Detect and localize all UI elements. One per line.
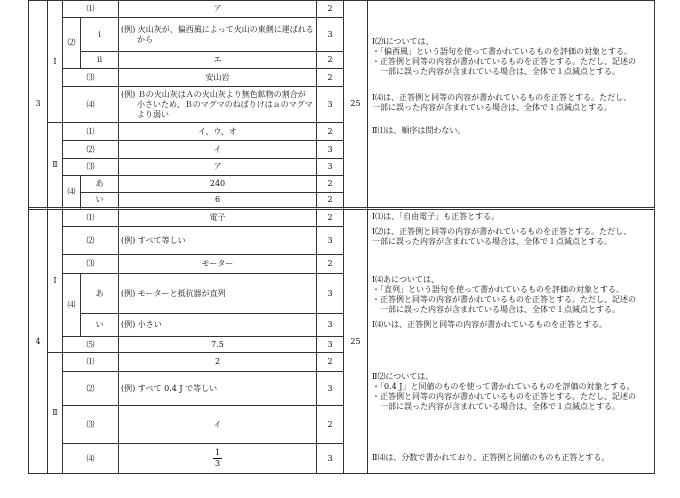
note-line: 一部に誤った内容が含まれている場合は、全体で１点減点とする。 bbox=[380, 67, 620, 76]
points-cell: 2 bbox=[317, 255, 344, 274]
note-block bbox=[372, 126, 465, 136]
answer-cell: ア bbox=[119, 159, 317, 176]
part-label: Ⅰ bbox=[48, 1, 63, 123]
answer-cell: モーター bbox=[119, 255, 317, 274]
item-label: ⑷ bbox=[63, 87, 119, 123]
points-cell: 3 bbox=[317, 159, 344, 176]
answer-cell: 240 bbox=[119, 176, 317, 193]
sub-question-label: ⑵ bbox=[63, 18, 81, 69]
item-label: い bbox=[81, 314, 119, 337]
note-line: ・「偏西風」という語句を使って書かれているものを評価の対象とする。 bbox=[372, 47, 632, 56]
note-block bbox=[372, 212, 499, 222]
note-block bbox=[372, 227, 631, 247]
item-label: ⑶ bbox=[63, 159, 119, 176]
answer-cell: 6 bbox=[119, 193, 317, 210]
answer-cell bbox=[119, 444, 317, 474]
points-cell: 3 bbox=[317, 141, 344, 159]
note-block bbox=[372, 320, 607, 330]
item-label: あ bbox=[81, 176, 119, 193]
answer-cell: イ bbox=[119, 141, 317, 159]
note-line: Ⅰ⑵は、正答例と同等の内容が書かれているものを正答とする。ただし、 bbox=[372, 227, 632, 236]
note-line: Ⅰ⑷は、正答例と同等の内容が書かれているものを正答とする。ただし、 bbox=[372, 93, 632, 102]
answer-cell: ア bbox=[119, 1, 317, 18]
item-label: ⑶ bbox=[63, 406, 119, 444]
points-cell: 3 bbox=[317, 337, 344, 353]
answer-line: (例) すべて等しい bbox=[121, 235, 186, 245]
points-cell: 3 bbox=[317, 314, 344, 337]
note-line: ・「0.4 J」と同値のものを使って書かれているものを評価の対象とする。 bbox=[372, 382, 635, 391]
item-label: ⑴ bbox=[63, 1, 119, 18]
question-number: 4 bbox=[29, 210, 48, 474]
answer-cell bbox=[119, 372, 317, 406]
points-cell: 3 bbox=[317, 227, 344, 255]
note-block bbox=[372, 453, 609, 463]
item-label: い bbox=[81, 193, 119, 210]
note-line: Ⅰ⑵ⅰについては、 bbox=[372, 37, 434, 46]
item-label: ⑴ bbox=[63, 210, 119, 227]
total-points: 25 bbox=[344, 210, 368, 474]
answer-line: 小さいため、Ｂのマグマのねばりけはａのマグマ bbox=[137, 99, 313, 109]
note-line: 一部に誤った内容が含まれている場合は、全体で１点減点とする。 bbox=[380, 402, 620, 411]
item-label: ⑴ bbox=[63, 353, 119, 372]
answer-line: (例) 小さい bbox=[121, 320, 162, 329]
note-line: ・正答例と同等の内容が書かれているものを正答とする。ただし、記述の bbox=[372, 392, 636, 401]
answer-line: (例) 火山灰が、偏西風によって火山の東側に運ばれる bbox=[121, 24, 314, 34]
fraction-numerator: 1 bbox=[214, 448, 221, 457]
answer-line: より弱い bbox=[137, 109, 169, 119]
item-label: ⑵ bbox=[63, 141, 119, 159]
points-cell: 3 bbox=[317, 87, 344, 123]
answer-cell: 2 bbox=[119, 353, 317, 372]
item-label: ⑷ bbox=[63, 444, 119, 474]
answer-line: (例) モーターと抵抗器が直列 bbox=[121, 288, 226, 298]
item-label: ⅰ bbox=[81, 18, 119, 52]
scoring-table bbox=[28, 0, 655, 474]
answer-cell bbox=[119, 227, 317, 255]
notes-cell bbox=[368, 1, 655, 210]
answer-cell bbox=[119, 18, 317, 52]
note-line: 一部に誤った内容が含まれている場合は、全体で１点減点とする。 bbox=[380, 305, 620, 314]
note-line: Ⅱ⑴は、順序は問わない。 bbox=[372, 126, 466, 135]
part-label: Ⅰ bbox=[48, 210, 63, 353]
part-label: Ⅱ bbox=[48, 123, 63, 210]
points-cell: 2 bbox=[317, 210, 344, 227]
question-number: 3 bbox=[29, 1, 48, 210]
item-label: ⑵ bbox=[63, 227, 119, 255]
points-cell: 2 bbox=[317, 123, 344, 141]
item-label: ⑸ bbox=[63, 337, 119, 353]
answer-line: (例) すべて 0.4 J で等しい bbox=[121, 383, 218, 393]
points-cell: 2 bbox=[317, 406, 344, 444]
item-label: ⑴ bbox=[63, 123, 119, 141]
answer-line: から bbox=[137, 34, 153, 44]
note-line: Ⅰ⑷あについては、 bbox=[372, 275, 439, 284]
fraction bbox=[213, 448, 222, 469]
answer-cell: イ bbox=[119, 406, 317, 444]
points-cell: 2 bbox=[317, 353, 344, 372]
points-cell: 2 bbox=[317, 52, 344, 69]
answer-cell: イ、ウ、オ bbox=[119, 123, 317, 141]
note-line: Ⅰ⑷いは、正答例と同等の内容が書かれているものを正答とする。 bbox=[372, 320, 608, 329]
note-block bbox=[372, 93, 631, 113]
answer-cell bbox=[119, 87, 317, 123]
item-label: あ bbox=[81, 274, 119, 314]
answer-cell: エ bbox=[119, 52, 317, 69]
note-line: 一部に誤った内容が含まれている場合は、全体で１点減点とする。 bbox=[372, 237, 612, 246]
answer-cell: 安山岩 bbox=[119, 69, 317, 87]
points-cell: 3 bbox=[317, 274, 344, 314]
total-points: 25 bbox=[344, 1, 368, 210]
item-label: ⑶ bbox=[63, 255, 119, 274]
points-cell: 2 bbox=[317, 1, 344, 18]
points-cell: 2 bbox=[317, 69, 344, 87]
sub-question-label: ⑷ bbox=[63, 176, 81, 210]
answer-cell bbox=[119, 274, 317, 314]
points-cell: 2 bbox=[317, 193, 344, 210]
points-cell: 3 bbox=[317, 444, 344, 474]
note-line: ・正答例と同等の内容が書かれているものを正答とする。ただし、記述の bbox=[372, 57, 636, 66]
item-label: ⅱ bbox=[81, 52, 119, 69]
note-line: Ⅰ⑴は、「自由電子」も正答とする。 bbox=[372, 212, 500, 221]
item-label: ⑵ bbox=[63, 372, 119, 406]
item-label: ⑶ bbox=[63, 69, 119, 87]
answer-cell: 電子 bbox=[119, 210, 317, 227]
note-block bbox=[372, 372, 636, 412]
answer-line: (例) Ｂの火山灰はＡの火山灰より無色鉱物の割合が bbox=[121, 89, 306, 99]
part-label: Ⅱ bbox=[48, 353, 63, 474]
fraction-denominator: 3 bbox=[214, 459, 221, 468]
answer-cell bbox=[119, 314, 317, 337]
answer-cell: 7.5 bbox=[119, 337, 317, 353]
points-cell: 2 bbox=[317, 176, 344, 193]
note-line: ・「直列」という語句を使って書かれているものを評価の対象とする。 bbox=[372, 285, 624, 294]
note-block bbox=[372, 37, 636, 77]
note-block bbox=[372, 275, 636, 315]
note-line: 一部に誤った内容が含まれている場合は、全体で１点減点とする。 bbox=[372, 103, 612, 112]
points-cell: 3 bbox=[317, 18, 344, 52]
points-cell: 3 bbox=[317, 372, 344, 406]
note-line: Ⅱ⑷は、分数で書かれており、正答例と同値のものも正答とする。 bbox=[372, 453, 610, 462]
notes-cell bbox=[368, 210, 655, 474]
note-line: Ⅱ⑵については、 bbox=[372, 372, 434, 381]
sub-question-label: ⑷ bbox=[63, 274, 81, 337]
note-line: ・正答例と同等の内容が書かれているものを正答とする。ただし、記述の bbox=[372, 295, 636, 304]
